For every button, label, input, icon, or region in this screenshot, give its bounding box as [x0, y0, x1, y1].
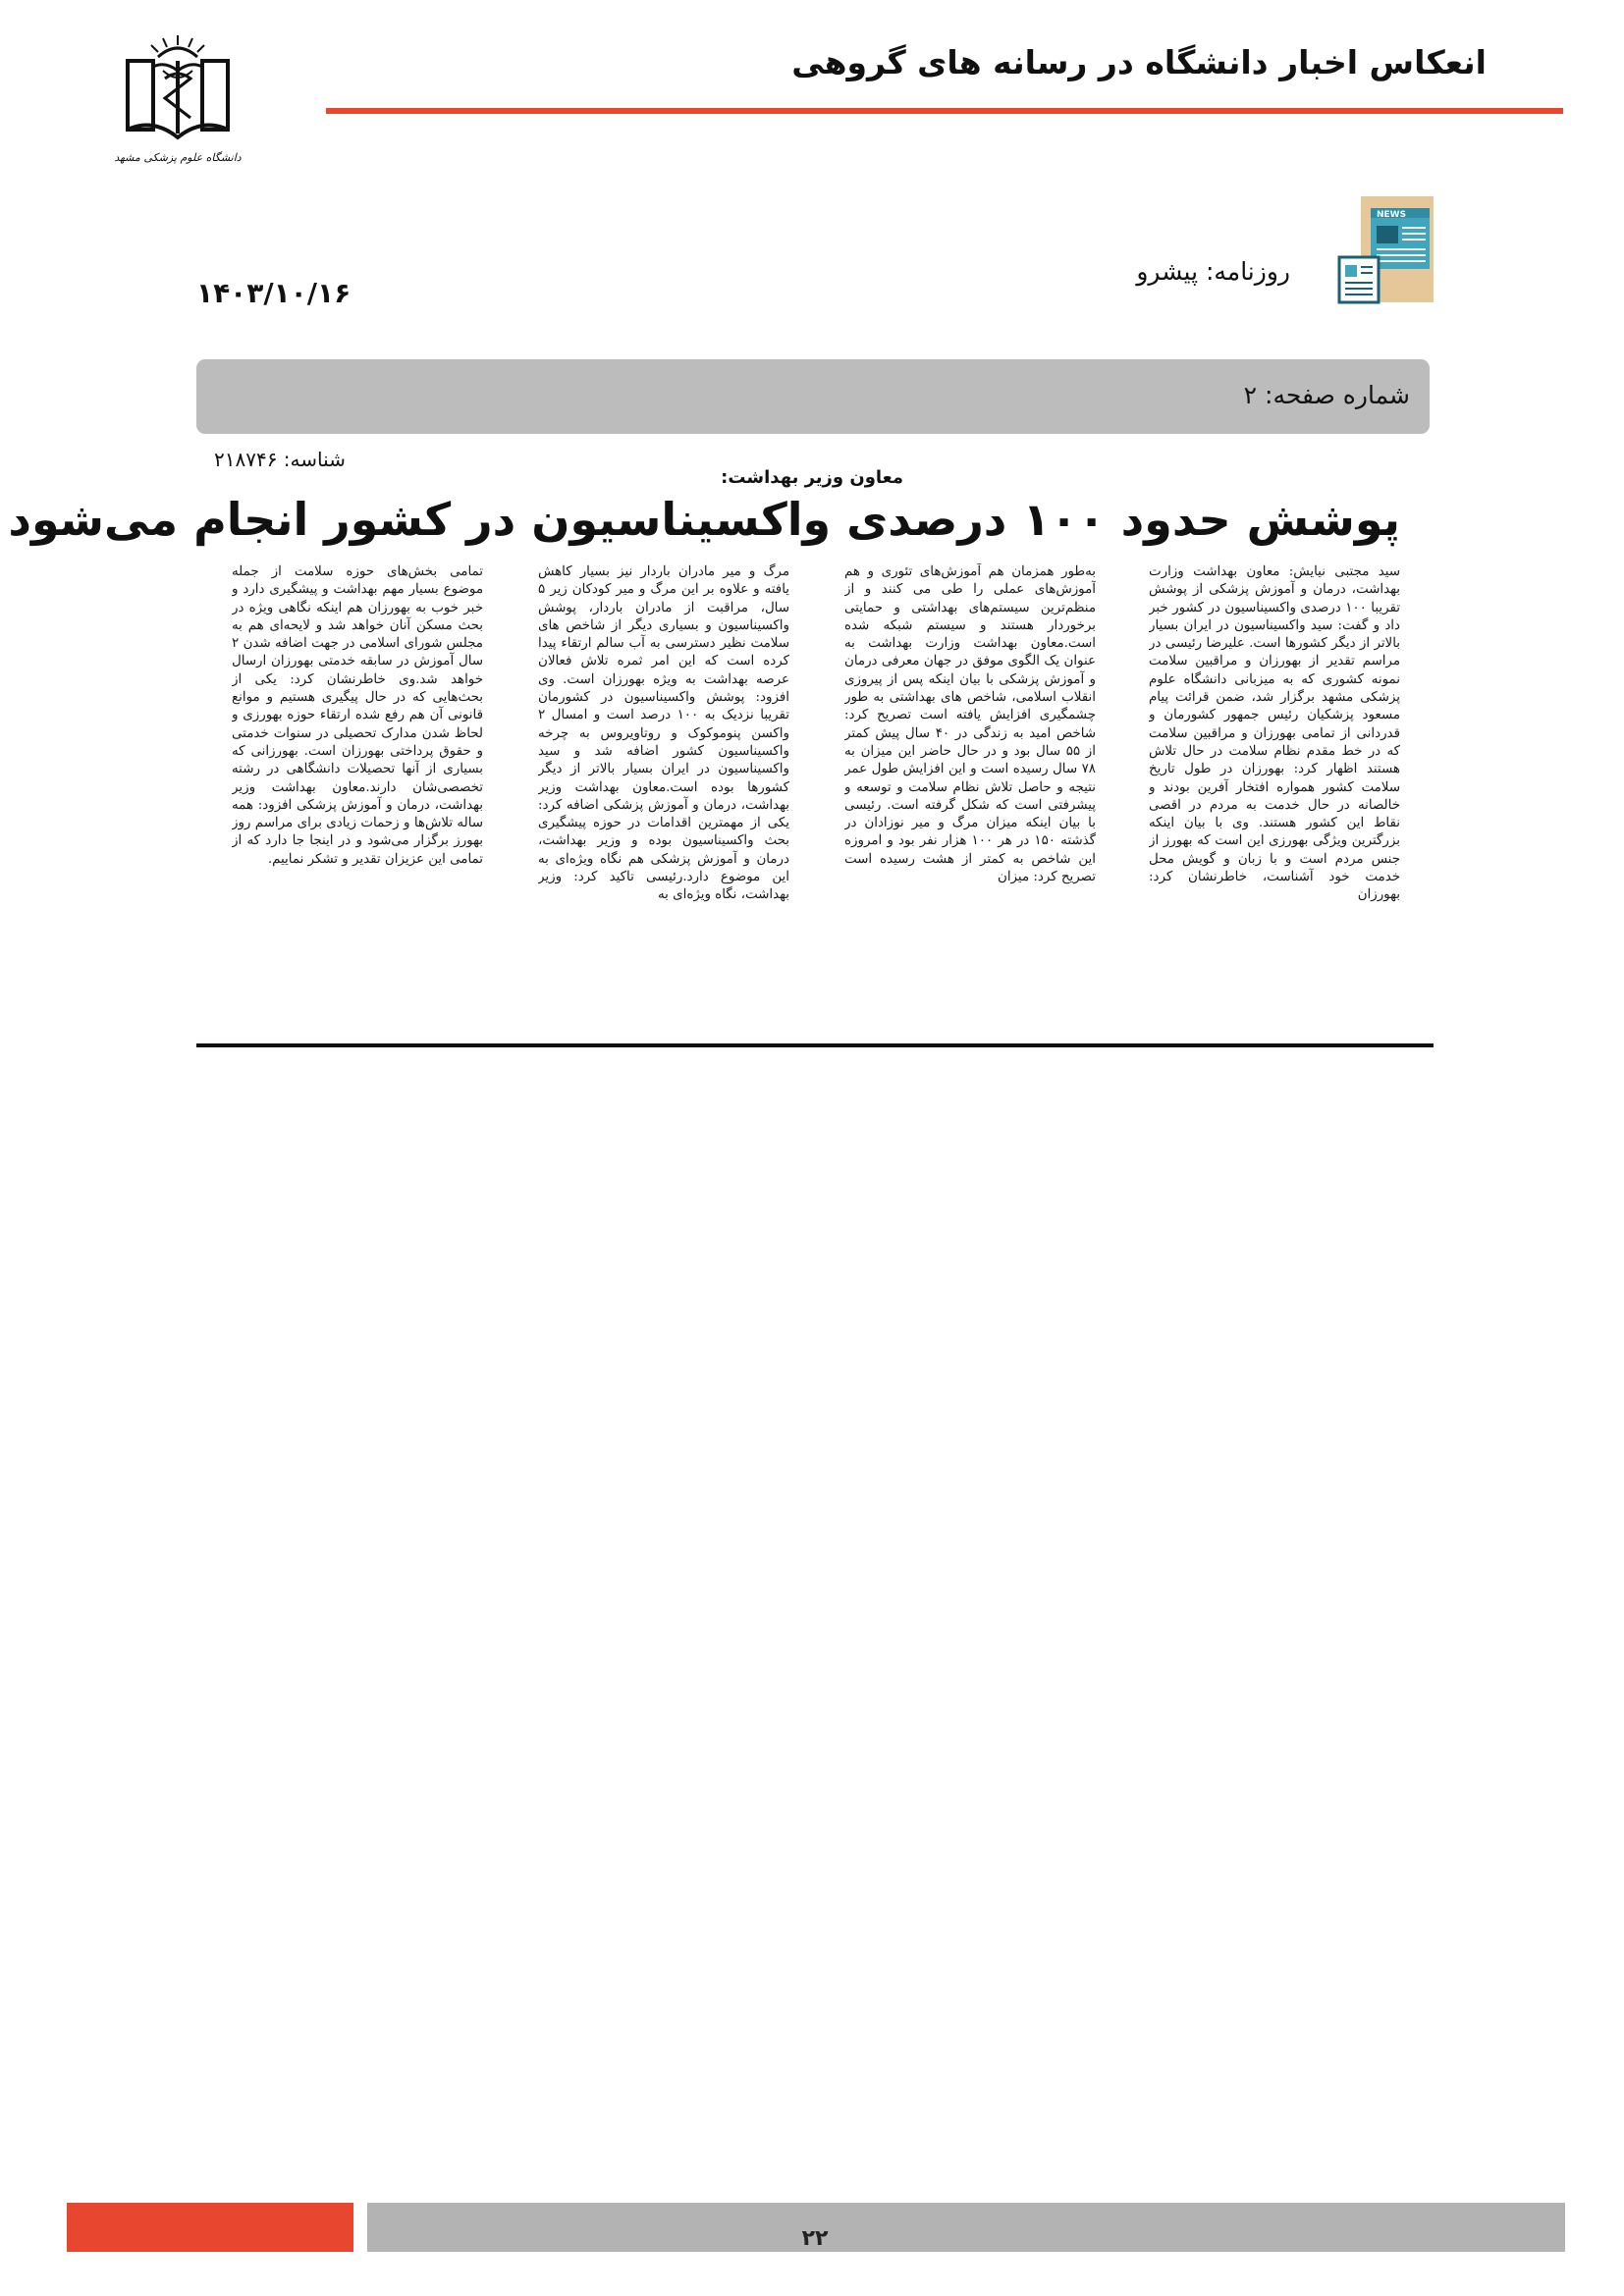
article-column-4: تمامی بخش‌های حوزه سلامت از جمله موضوع بسیار مهم بهداشت و پیشگیری دارد و خبر خوب به بهورزان هم اینکه نگاهی ویژه در بحث مسکن آنان خواهد شد و لایحه‌ای هم به مجلس شورای اسلامی در جهت اضافه شدن ۲ سال آموزش در سابقه خدمتی بهورزان ارسال خواهد شد.وی خاطرنشان کرد: یکی از بحث‌هایی که در حال پیگیری هستیم و موانع قانونی آن هم رفع شده ارتقاء حوزه بهورزی و لحاظ شدن مدارک تحصیلی در سنوات خدمتی و حقوق پرداختی بهورزان است. بهورزانی که بسیاری از آنها تحصیلات دانشگاهی در رشته تخصصی‌شان دارند.معاون بهداشت وزیر بهداشت، درمان و آموزش پزشکی افزود: همه ساله تلاش‌ها و زحمات زیادی برای مراسم روز بهورز برگزار می‌شود و در اینجا جا دارد که از تمامی این عزیزان تقدیر و تشکر نماییم.	[232, 564, 483, 867]
footer-bar	[367, 2203, 1565, 2252]
report-title: انعکاس اخبار دانشگاه در رسانه های گروهی	[791, 43, 1487, 81]
page-number-bar	[196, 359, 1430, 434]
clipping-id: شناسه: ۲۱۸۷۴۶	[214, 448, 346, 471]
article-column-1: سید مجتبی نیایش: معاون بهداشت وزارت بهداشت، درمان و آموزش پزشکی از پوشش تقریبا ۱۰۰ درصدی واکسیناسیون در کشور خبر داد و گفت: سید واکسیناسیون در ایران بسیار بالاتر از دیگر کشورها است. علیرضا رئیسی در مراسم تقدیر از بهورزان و مراقبین سلامت نمونه کشوری که به میزبانی دانشگاه علوم پزشکی مشهد برگزار شد، ضمن قرائت پیام مسعود پزشکیان رئیس جمهور کشورمان و قدردانی از تمامی بهورزان و مراقبین سلامت که در خط مقدم نظام سلامت در حال تلاش هستند اظهار کرد: بهورزان در طول تاریخ سلامت کشور همواره افتخار آفرین بودند و خالصانه در حال خدمت به مردم در اقصی نقاط این کشور هستند. وی با بیان اینکه بزرگترین ویژگی بهورزی این است که بهورز از جنس مردم است و با زبان و گویش محل خدمت خود آشناست، خاطرنشان کرد: بهورزان	[1149, 564, 1400, 903]
svg-text:NEWS: NEWS	[1377, 210, 1407, 220]
clipping-divider	[196, 1043, 1434, 1047]
header-divider	[326, 108, 1563, 114]
logo-caption: دانشگاه علوم پزشکی مشهد	[114, 151, 242, 164]
issue-date: ۱۴۰۳/۱۰/۱۶	[196, 277, 352, 309]
article-column-3: مرگ و میر مادران باردار نیز بسیار کاهش یافته و علاوه بر این مرگ و میر کودکان زیر ۵ سال، مراقبت از مادران باردار، پوشش واکسیناسیون و بسیاری دیگر از شاخص های سلامت نظیر دسترسی به آب سالم ارتقاء پیدا کرده است که این امر ثمره تلاش فعالان عرصه بهداشت به ویژه بهورزان است. وی افزود: پوشش واکسیناسیون در کشورمان تقریبا نزدیک به ۱۰۰ درصد است و امسال ۲ واکسن پنوموکوک و روتاویروس به چرخه واکسیناسیون کشور اضافه شد و سید واکسیناسیون در ایران بسیار بالاتر از دیگر کشورها بوده است.معاون بهداشت وزیر بهداشت، درمان و آموزش پزشکی اضافه کرد: یکی از مهمترین اقدامات در حوزه پیشگیری بحث واکسیناسیون بوده و وزیر بهداشت، درمان و آموزش پزشکی هم نگاه ویژه‌ای به این موضوع دارد.رئیسی تاکید کرد: وزیر بهداشت، نگاه ویژه‌ای به	[538, 564, 789, 903]
university-logo	[114, 31, 242, 169]
newspaper-name: روزنامه: پیشرو	[1136, 257, 1290, 286]
article-column-2: به‌طور همزمان هم آموزش‌های تئوری و هم آموزش‌های عملی را طی می کنند و از منظم‌ترین سیستم‌های بهداشتی و حمایتی برخوردار هستند و سیستم شبکه شده است.معاون بهداشت وزارت بهداشت به عنوان یک الگوی موفق در جهان معرفی درمان و آموزش پزشکی با بیان اینکه پس از پیروزی انقلاب اسلامی، شاخص های بهداشتی به طور چشمگیری افزایش یافته است تصریح کرد: شاخص امید به زندگی در ۴۰ سال پیش کمتر از ۵۵ سال بود و در حال حاضر این میزان به ۷۸ سال رسیده است و این افزایش طول عمر نتیجه و حاصل تلاش نظام سلامت و توسعه و پیشرفتی است که شکل گرفته است. رئیسی با بیان اینکه میزان مرگ و میر نوزادان در گذشته ۱۵۰ در هر ۱۰۰ هزار نفر بود و امروزه این شاخص به کمتر از هشت رسیده است تصریح کرد: میزان	[844, 564, 1096, 885]
article-kicker: معاون وزیر بهداشت:	[721, 467, 903, 488]
page-number-label: شماره صفحه: ۲	[1243, 381, 1410, 409]
newspaper-icon	[1337, 196, 1434, 306]
footer-page-number: ۲۲	[801, 2226, 829, 2251]
article-headline: پوشش حدود ۱۰۰ درصدی واکسیناسیون در کشور انجام می‌شود	[8, 493, 1400, 546]
footer-accent-bar	[67, 2203, 353, 2252]
